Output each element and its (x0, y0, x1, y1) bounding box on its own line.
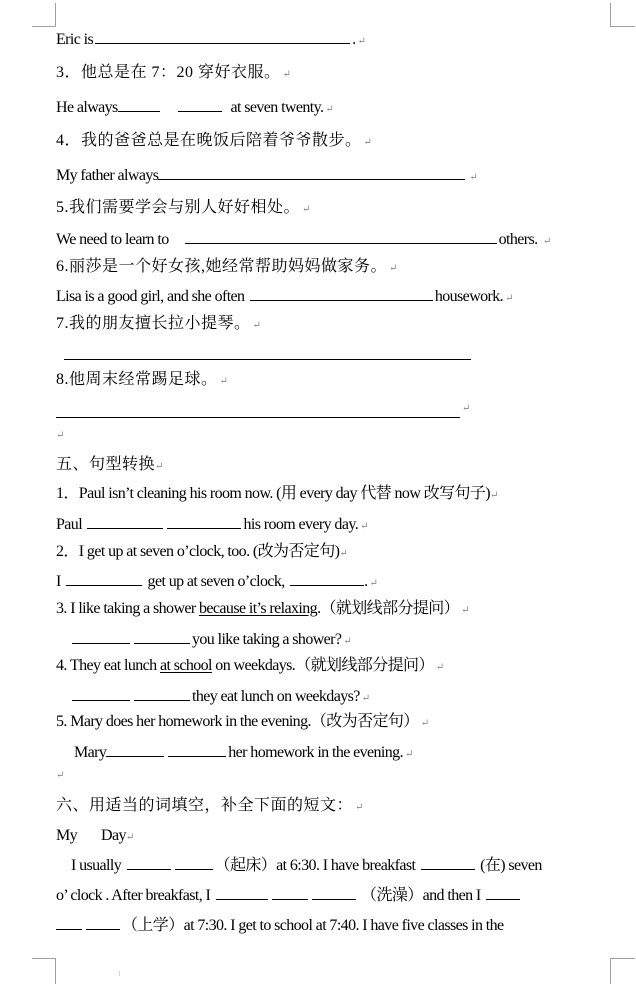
text: o’ clock . After breakfast, I (56, 887, 211, 904)
text: （起床）at 6:30. I have breakfast (214, 857, 416, 874)
blank[interactable] (56, 914, 82, 930)
question-4-en (56, 164, 478, 188)
question-3-cn (56, 63, 291, 85)
question-4-cn (56, 131, 372, 153)
paragraph-mark-icon: ↵ (339, 548, 348, 559)
text: I usually (71, 857, 122, 874)
text: 5. Mary does her homework in the evening.（改为否定句） (56, 713, 419, 730)
paragraph-mark-icon: ↵ (302, 204, 311, 215)
text: her homework in the evening. (228, 744, 403, 761)
text: his room every day. (243, 516, 359, 533)
blank[interactable] (127, 854, 171, 870)
paragraph-mark-icon: ↵ (490, 490, 499, 501)
paragraph-mark-icon: ↵ (469, 172, 478, 183)
paragraph-mark-icon: ↵ (461, 605, 470, 616)
paragraph-mark-icon: ↵ (219, 376, 228, 387)
text: 1．Paul isn’t cleaning his room now. (用 every day 代替 now 改写句子) (56, 485, 491, 502)
paragraph-mark-icon: ↵ (435, 662, 445, 673)
passage-line-3 (56, 914, 504, 936)
s5-q3 (56, 599, 469, 621)
paragraph-mark-icon: ↵ (505, 293, 514, 304)
paragraph-mark-icon: ↵ (56, 770, 65, 781)
blank[interactable] (72, 628, 130, 644)
blank[interactable] (290, 570, 364, 586)
section-5-title (56, 455, 163, 477)
question-7-cn (56, 314, 261, 336)
text: 7.我的朋友擅长拉小提琴。 (56, 315, 251, 332)
s5-q2 (56, 542, 348, 564)
text: at seven twenty. (230, 99, 324, 116)
blank[interactable] (178, 96, 222, 112)
paragraph-mark-icon: ↵ (56, 430, 65, 441)
blank[interactable] (421, 854, 475, 870)
question-5-en (56, 228, 551, 252)
blank[interactable] (86, 914, 120, 930)
blank[interactable] (134, 628, 190, 644)
answer-line-eric (56, 28, 366, 52)
blank[interactable] (185, 228, 497, 244)
s5-a4 (72, 685, 370, 709)
paragraph-mark-icon: ↵ (343, 636, 352, 647)
text: 2．I get up at seven o’clock, too. (改为否定句) (56, 543, 340, 560)
text: . (364, 573, 368, 590)
passage-line-2 (56, 884, 522, 906)
paragraph-mark-icon: ↵ (462, 403, 471, 414)
text: get up at seven o’clock, (147, 573, 285, 590)
s5-a3 (72, 628, 352, 652)
section-6-title (56, 796, 363, 818)
question-6-cn (56, 257, 397, 279)
paragraph-mark-icon: ↵ (325, 104, 334, 115)
blank[interactable] (158, 164, 465, 180)
footer-dot (119, 971, 121, 976)
blank[interactable] (95, 28, 350, 44)
paragraph-mark-icon: ↵ (363, 137, 372, 148)
question-8-cn (56, 370, 228, 392)
text: 六、用适当的词填空，补全下面的短文： (56, 797, 354, 814)
blank[interactable] (72, 685, 130, 701)
text: I (56, 573, 61, 590)
paragraph-mark-icon: ↵ (542, 236, 552, 247)
paragraph-mark-icon: ↵ (355, 802, 364, 813)
underlined-text: because it’s relaxing (199, 600, 318, 617)
text: （洗澡）and then I (361, 887, 481, 904)
text: Mary (74, 744, 107, 761)
blank[interactable] (216, 884, 268, 900)
text: 4. They eat lunch (56, 657, 160, 674)
paragraph-mark-icon: ↵ (404, 749, 414, 760)
text: Eric is (56, 31, 94, 48)
blank[interactable] (175, 854, 213, 870)
text: they eat lunch on weekdays? (192, 688, 360, 705)
answer-line-8[interactable] (56, 417, 460, 418)
text: Lisa is a good girl, and she often (56, 288, 245, 305)
text: 3. I like taking a shower (56, 600, 200, 617)
text: 3．他总是在 7：20 穿好衣服。 (56, 64, 281, 81)
blank[interactable] (250, 285, 433, 301)
question-3-en (56, 96, 334, 120)
s5-q4 (56, 656, 444, 678)
text: 4．我的爸爸总是在晚饭后陪着爷爷散步。 (56, 132, 362, 149)
paragraph-mark-icon: ↵ (282, 69, 291, 80)
s5-a2 (56, 570, 378, 594)
paragraph-mark-icon: ↵ (361, 693, 371, 704)
blank[interactable] (106, 741, 164, 757)
paragraph-mark-icon: ↵ (357, 36, 366, 47)
s5-q5 (56, 712, 429, 734)
blank[interactable] (134, 685, 190, 701)
text: My (56, 827, 78, 844)
paragraph-mark-icon: ↵ (369, 578, 378, 589)
text: you like taking a shower? (192, 631, 342, 648)
blank[interactable] (87, 513, 163, 529)
s5-a1 (56, 513, 368, 537)
paragraph-mark-icon: ↵ (389, 263, 398, 274)
text: (在) seven (480, 857, 542, 874)
s5-q1 (56, 484, 498, 506)
crop-mark-bottom-right (610, 958, 635, 984)
text: We need to learn to (56, 231, 169, 248)
text: 6.丽莎是一个好女孩,她经常帮助妈妈做家务。 (56, 258, 388, 275)
s5-a5 (74, 741, 413, 765)
passage-line-1 (71, 854, 542, 876)
text: others. (498, 231, 538, 248)
text: housework. (434, 288, 504, 305)
blank[interactable] (66, 570, 142, 586)
text: My father always (56, 167, 159, 184)
paragraph-mark-icon: ↵ (125, 832, 135, 843)
text: . (352, 31, 356, 48)
text: Paul (56, 516, 83, 533)
text: （上学）at 7:30. I get to school at 7:40. I have five classes in the (122, 917, 504, 934)
blank[interactable] (118, 96, 160, 112)
question-6-en (56, 285, 513, 309)
question-5-cn (56, 198, 310, 220)
paragraph-mark-icon: ↵ (360, 521, 369, 532)
text: Day (101, 827, 126, 844)
paragraph-mark-icon: ↵ (155, 461, 164, 472)
text: 5.我们需要学会与别人好好相处。 (56, 199, 301, 216)
text: He always (56, 99, 118, 116)
underlined-text: at school (159, 657, 212, 674)
paragraph-mark-icon: ↵ (420, 718, 430, 729)
blank[interactable] (272, 884, 308, 900)
answer-line-7[interactable] (64, 359, 471, 360)
blank[interactable] (167, 513, 241, 529)
crop-mark-bottom-left (32, 958, 56, 984)
text: 五、句型转换 (56, 456, 156, 473)
blank[interactable] (486, 884, 520, 900)
crop-mark-top-right (610, 3, 635, 27)
text: 8.他周末经常踢足球。 (56, 371, 218, 388)
crop-mark-top-left (32, 3, 56, 27)
text: .（就划线部分提问） (317, 600, 460, 617)
blank[interactable] (168, 741, 226, 757)
passage-title (56, 826, 134, 848)
paragraph-mark-icon: ↵ (252, 320, 261, 331)
text: on weekdays.（就划线部分提问） (211, 657, 434, 674)
blank[interactable] (312, 884, 356, 900)
